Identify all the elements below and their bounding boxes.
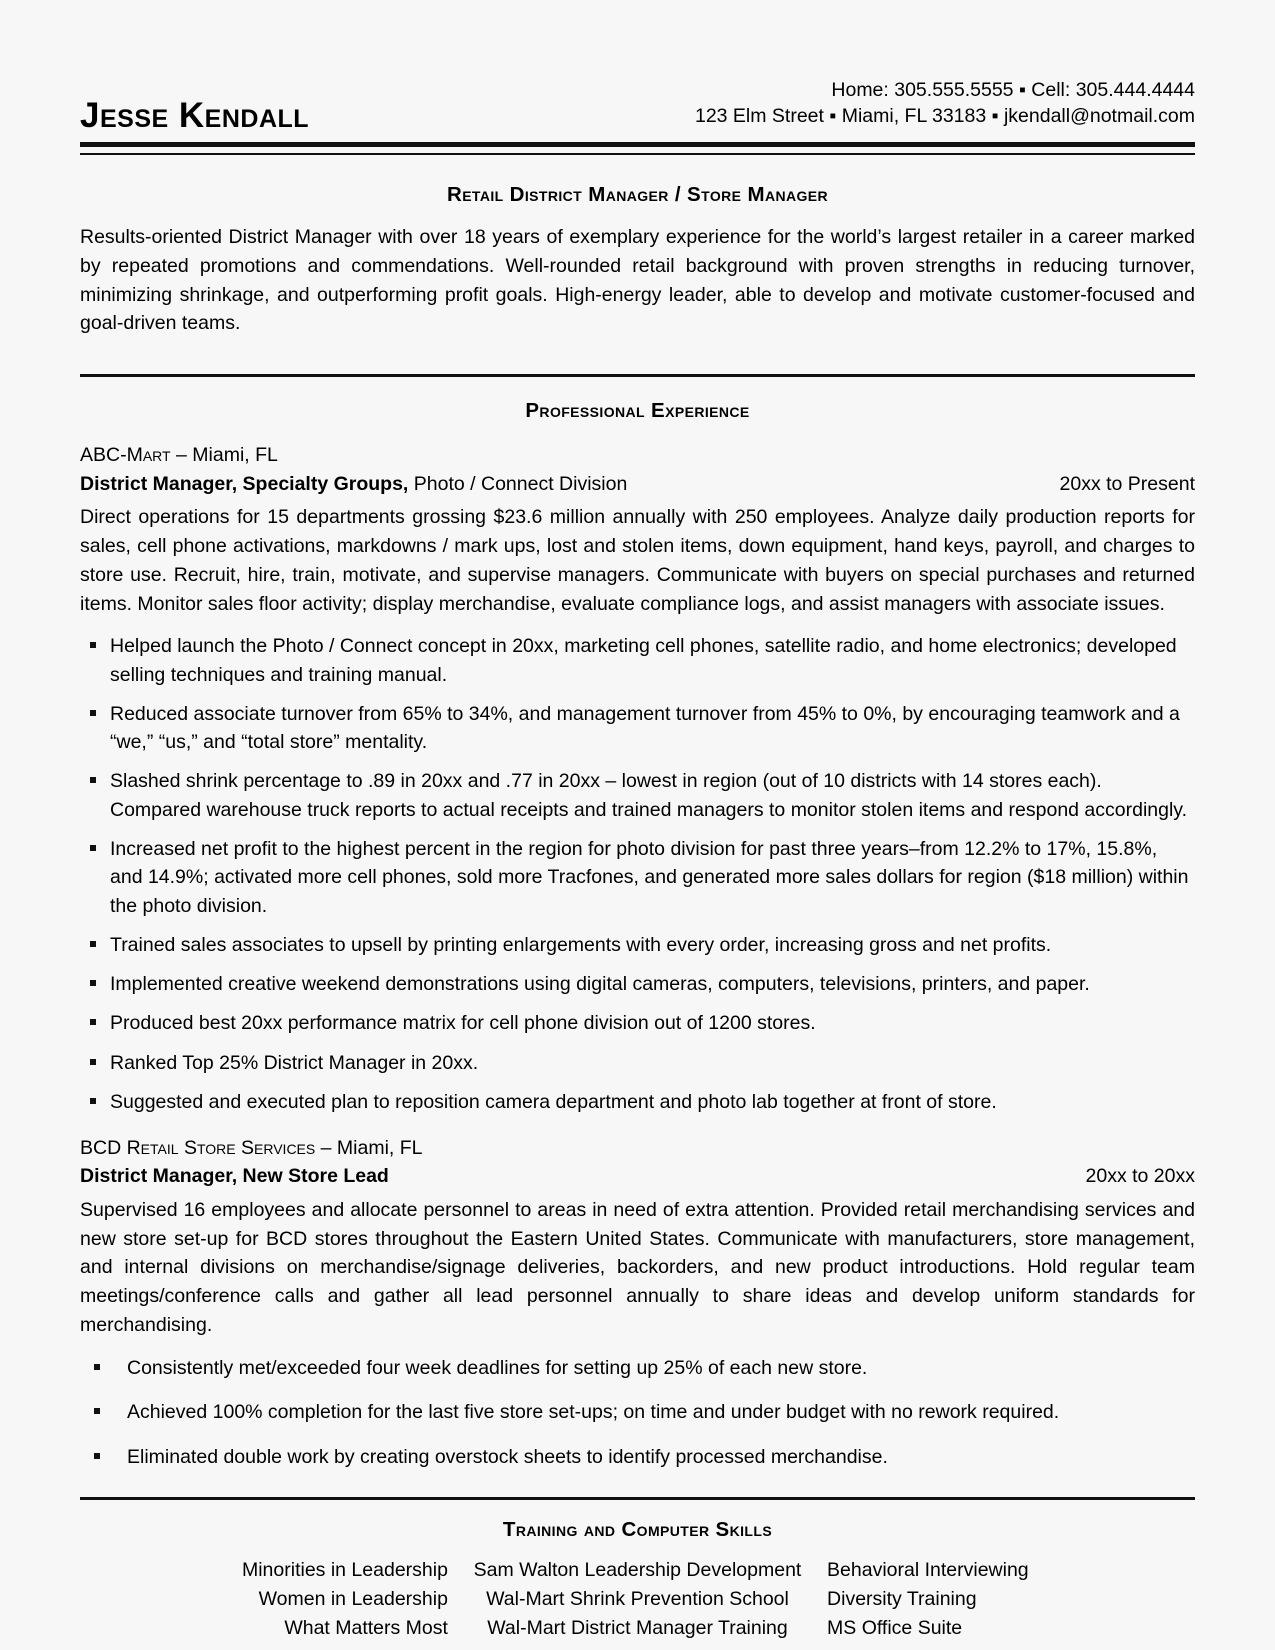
skill-cell: Women in Leadership — [258, 1587, 448, 1610]
square-bullet-icon — [90, 1098, 96, 1104]
list-item — [80, 970, 1195, 998]
skill-cell: Minorities in Leadership — [241, 1558, 448, 1581]
list-item-text: Slashed shrink percentage to .89 in 20xx and .77 in 20xx – lowest in region (out of 10 districts with 14 stores each). Compared warehouse truck reports to actual receipts and trained managers to monitor stolen items and respond accordingly. — [110, 770, 1188, 821]
table-row — [80, 1585, 1195, 1614]
square-bullet-icon — [90, 1059, 96, 1065]
list-item-text: Ranked Top 25% District Manager in 20xx. — [110, 1051, 479, 1074]
list-item-text: Implemented creative weekend demonstrations using digital cameras, computers, televisions, printers, and paper. — [110, 973, 1090, 996]
contact-address-email: 123 Elm Street ▪ Miami, FL 33183 ▪ jkendall@notmail.com — [694, 104, 1195, 127]
page-title: Retail District Manager / Store Manager — [446, 182, 829, 206]
job-company — [80, 443, 1195, 468]
section-title-skills: Training and Computer Skills — [502, 1517, 773, 1541]
job-dates: 20xx to Present — [1059, 472, 1195, 495]
list-item — [80, 632, 1195, 689]
square-bullet-icon — [90, 941, 96, 947]
list-item — [80, 1009, 1195, 1037]
table-row — [80, 1556, 1195, 1585]
list-item-text: Increased net profit to the highest percent in the region for photo division for past three years–from 12.2% to 17%, 15.8%, and 14.9%; activated more cell phones, sold more Tracfones, and generated more sales dollars for region ($18 million) within the photo division. — [110, 837, 1189, 917]
job-company-smallcaps: Mart — [126, 444, 171, 467]
job-title-primary: District Manager, Specialty Groups, — [80, 472, 409, 495]
list-item — [80, 1354, 1195, 1382]
square-bullet-icon — [94, 1364, 100, 1370]
skill-cell: MS Office Suite — [827, 1616, 963, 1639]
square-bullet-icon — [90, 710, 96, 716]
list-item-text: Produced best 20xx performance matrix for cell phone division out of 1200 stores. — [110, 1012, 816, 1035]
list-item-text: Consistently met/exceeded four week deadlines for setting up 25% of each new store. — [127, 1357, 868, 1380]
list-item — [80, 835, 1195, 920]
list-item — [80, 1088, 1195, 1116]
skill-cell: Sam Walton Leadership Development — [473, 1558, 802, 1581]
square-bullet-icon — [90, 777, 96, 783]
job-company-prefix: ABC- — [80, 444, 127, 467]
job-company-location: – Miami, FL — [170, 444, 278, 467]
job-company-prefix: BCD — [80, 1137, 127, 1160]
job-title-primary: District Manager, New Store Lead — [80, 1165, 389, 1188]
skills-table — [80, 1556, 1195, 1643]
job-company — [80, 1136, 1195, 1161]
experience-entry — [80, 1136, 1195, 1471]
skill-cell: Diversity Training — [827, 1587, 977, 1610]
job-achievements-list — [80, 632, 1195, 1116]
list-item-text: Trained sales associates to upsell by printing enlargements with every order, increasing gross and net profits. — [110, 933, 1052, 956]
experience-entry — [80, 443, 1195, 1116]
square-bullet-icon — [94, 1453, 100, 1459]
list-item — [80, 1049, 1195, 1077]
job-title — [80, 1163, 389, 1189]
job-title-row — [80, 471, 1195, 497]
job-title-secondary: Photo / Connect Division — [408, 472, 628, 495]
job-dates: 20xx to 20xx — [1085, 1165, 1195, 1188]
job-description: Direct operations for 15 departments grossing $23.6 million annually with 250 employees. Analyze daily production reports for sales, cell phone activations, markdowns / mark ups, lost and stolen items, down equipment, hand keys, payroll, and charges to store use. Recruit, hire, train, motivate, and supervise managers. Communicate with buyers on special purchases and returned items. Monitor sales floor activity; display merchandise, evaluate compliance logs, and assist managers with associate issues. — [80, 505, 1195, 615]
section-title-experience: Professional Experience — [525, 399, 750, 423]
table-row — [80, 1614, 1195, 1643]
skills-divider — [80, 1497, 1195, 1500]
square-bullet-icon — [90, 1019, 96, 1025]
square-bullet-icon — [90, 845, 96, 851]
job-description: Supervised 16 employees and allocate personnel to areas in need of extra attention. Provided retail merchandising services and new store set-up for BCD stores throughout the Eastern United States. Communicate with manufacturers, store management, and internal divisions on merchandise/signage deliveries, backorders, and new product introductions. Hold regular team meetings/conference calls and gather all lead personnel annually to share ideas and develop uniform standards for merchandising. — [80, 1198, 1195, 1337]
list-item — [80, 700, 1195, 757]
list-item-text: Helped launch the Photo / Connect concept in 20xx, marketing cell phones, satellite radio, and home electronics; developed selling techniques and training manual. — [110, 635, 1177, 686]
square-bullet-icon — [90, 980, 96, 986]
list-item-text: Reduced associate turnover from 65% to 34%, and management turnover from 45% to 0%, by encouraging teamwork and a “we,” “us,” and “total store” mentality. — [110, 702, 1180, 754]
square-bullet-icon — [90, 642, 96, 648]
job-company-smallcaps: Retail Store Services — [126, 1137, 316, 1160]
skill-cell: Wal-Mart District Manager Training — [487, 1616, 788, 1639]
list-item-text: Suggested and executed plan to reposition camera department and photo lab together at front of store. — [110, 1090, 997, 1113]
skill-cell: Wal-Mart Shrink Prevention School — [486, 1587, 789, 1610]
job-title-row — [80, 1163, 1195, 1189]
job-company-location: – Miami, FL — [315, 1137, 423, 1160]
job-achievements-list — [80, 1354, 1195, 1471]
contact-phones: Home: 305.555.5555 ▪ Cell: 305.444.4444 — [831, 79, 1195, 101]
list-item-text: Eliminated double work by creating overstock sheets to identify processed merchandise. — [127, 1445, 888, 1468]
list-item — [80, 767, 1195, 824]
experience-divider — [80, 374, 1195, 377]
summary-paragraph: Results-oriented District Manager with over 18 years of exemplary experience for the world’s largest retailer in a career marked by repeated promotions and commendations. Well-rounded retail background with proven strengths in reducing turnover, minimizing shrinkage, and outperforming profit goals. High-energy leader, able to develop and motivate customer-focused and goal-driven teams. — [80, 225, 1195, 335]
list-item — [80, 1443, 1195, 1471]
skill-cell: Behavioral Interviewing — [827, 1558, 1029, 1581]
header-rule-thick — [80, 142, 1195, 147]
list-item — [80, 1398, 1195, 1426]
job-title — [80, 471, 627, 497]
resume-header — [80, 0, 1195, 133]
square-bullet-icon — [94, 1408, 100, 1414]
contact-block — [695, 78, 1195, 133]
list-item — [80, 931, 1195, 959]
header-rule-thin — [80, 153, 1195, 155]
skill-cell: What Matters Most — [284, 1616, 448, 1639]
candidate-name: Jesse Kendall — [80, 95, 310, 135]
list-item-text: Achieved 100% completion for the last five store set-ups; on time and under budget with no rework required. — [127, 1401, 1060, 1424]
